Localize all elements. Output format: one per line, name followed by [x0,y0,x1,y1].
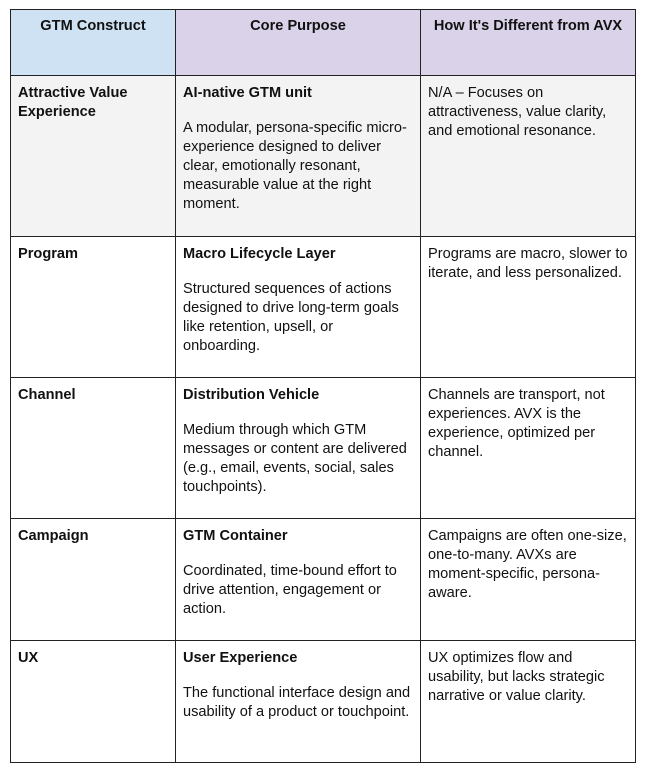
difference-cell: UX optimizes flow and usability, but lacks strategic narrative or value clarity. [421,641,636,763]
difference-cell: Channels are transport, not experiences. AVX is the experience, optimized per channel. [421,378,636,519]
table-body [11,76,636,763]
purpose-cell [176,237,421,378]
purpose-description: Medium through which GTM messages or content are delivered (e.g., email, events, social, sales touchpoints). [183,422,407,495]
purpose-title: Distribution Vehicle [183,387,320,403]
purpose-description: The functional interface design and usability of a product or touchpoint. [183,685,411,720]
table-row [11,76,636,237]
purpose-cell [176,76,421,237]
gtm-comparison-table [10,9,636,763]
table-row [11,378,636,519]
purpose-description: Structured sequences of actions designed to drive long-term goals like retention, upsell, or onboarding. [183,281,399,354]
construct-cell: Campaign [11,519,176,641]
purpose-cell [176,641,421,763]
difference-cell: Programs are macro, slower to iterate, and less personalized. [421,237,636,378]
purpose-title: User Experience [183,650,298,666]
header-difference-from-avx: How It's Different from AVX [421,10,636,76]
difference-cell: N/A – Focuses on attractiveness, value clarity, and emotional resonance. [421,76,636,237]
table-row [11,237,636,378]
table-row [11,519,636,641]
construct-cell: UX [11,641,176,763]
construct-cell: Channel [11,378,176,519]
table-header [11,10,636,76]
purpose-cell [176,378,421,519]
purpose-title: Macro Lifecycle Layer [183,246,336,262]
difference-cell: Campaigns are often one-size, one-to-many. AVXs are moment-specific, persona-aware. [421,519,636,641]
header-core-purpose: Core Purpose [176,10,421,76]
construct-cell: Program [11,237,176,378]
header-row [11,10,636,76]
purpose-title: AI-native GTM unit [183,85,312,101]
purpose-cell [176,519,421,641]
purpose-title: GTM Container [183,528,288,544]
table-row [11,641,636,763]
purpose-description: A modular, persona-specific micro-experience designed to deliver clear, emotionally resonant, measurable value at the right moment. [183,120,407,212]
purpose-description: Coordinated, time-bound effort to drive attention, engagement or action. [183,563,397,617]
header-gtm-construct: GTM Construct [11,10,176,76]
construct-cell: Attractive Value Experience [11,76,176,237]
